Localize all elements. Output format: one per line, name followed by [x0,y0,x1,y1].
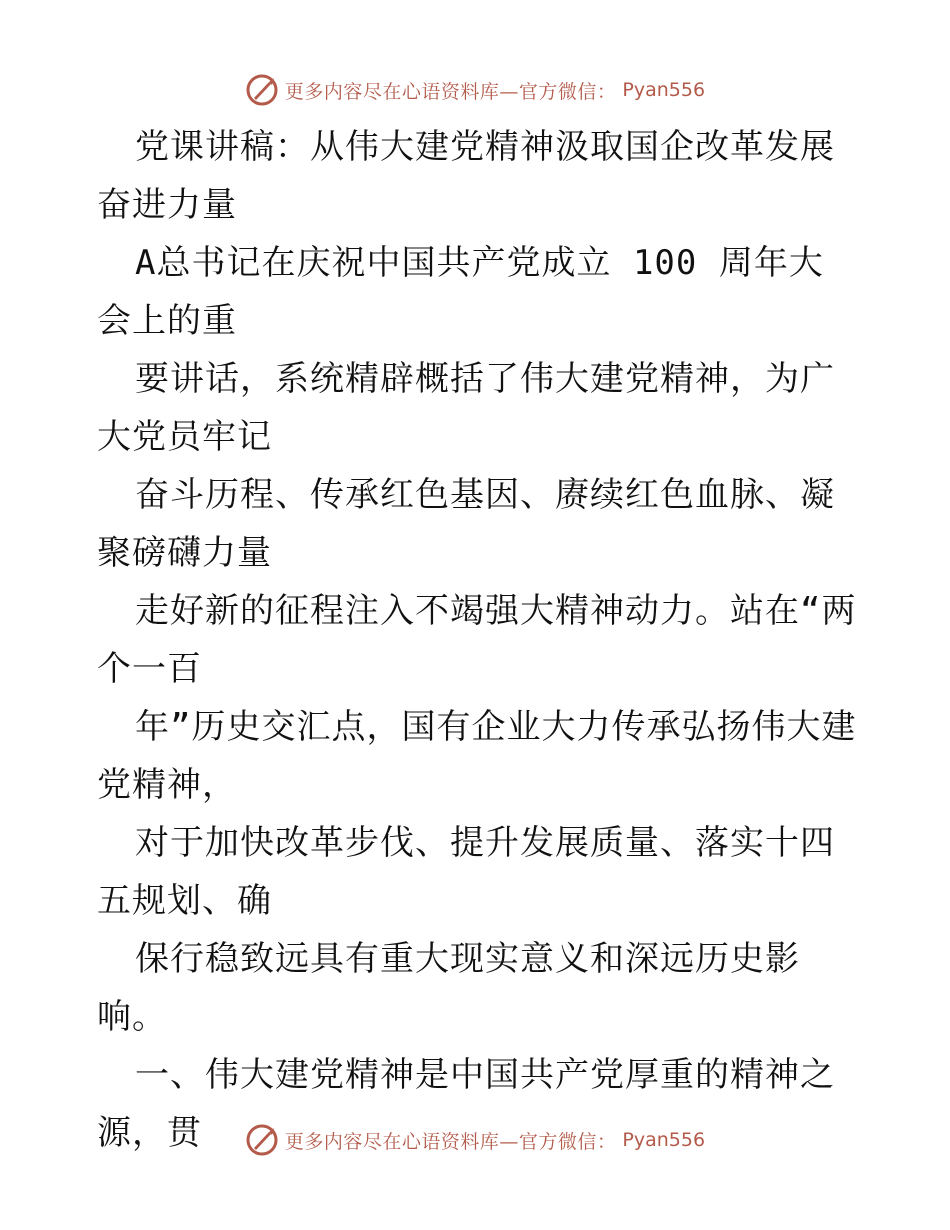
quill-logo-icon [245,73,279,107]
body-paragraph: 年”历史交汇点，国有企业大力传承弘扬伟大建党精神， [97,707,857,805]
footer-watermark [0,1120,950,1160]
document-body [97,118,857,1162]
body-paragraph: 奋斗历程、传承红色基因、赓续红色血脉、凝聚磅礴力量 [97,475,835,573]
body-paragraph: 要讲话，系统精辟概括了伟大建党精神，为广大党员牢记 [97,359,835,457]
quill-logo-icon [245,1123,279,1157]
body-paragraph: 走好新的征程注入不竭强大精神动力。站在“两个一百 [97,591,857,689]
header-watermark [0,70,950,110]
watermark-code: Pyan556 [622,1129,706,1151]
body-paragraph: A总书记在庆祝中国共产党成立 100 周年大会上的重 [97,243,824,341]
watermark-text: 更多内容尽在心语资料库—官方微信： [284,1130,617,1153]
section-heading: 一、伟大建党精神是中国共产党厚重的精神之源，贯 [97,1055,835,1153]
body-paragraph: 保行稳致远具有重大现实意义和深远历史影响。 [97,939,800,1037]
watermark-text: 更多内容尽在心语资料库—官方微信： [284,80,617,103]
body-paragraph: 对于加快改革步伐、提升发展质量、落实十四五规划、确 [97,823,835,921]
watermark-code: Pyan556 [622,79,706,101]
title-paragraph: 党课讲稿：从伟大建党精神汲取国企改革发展奋进力量 [97,127,835,225]
